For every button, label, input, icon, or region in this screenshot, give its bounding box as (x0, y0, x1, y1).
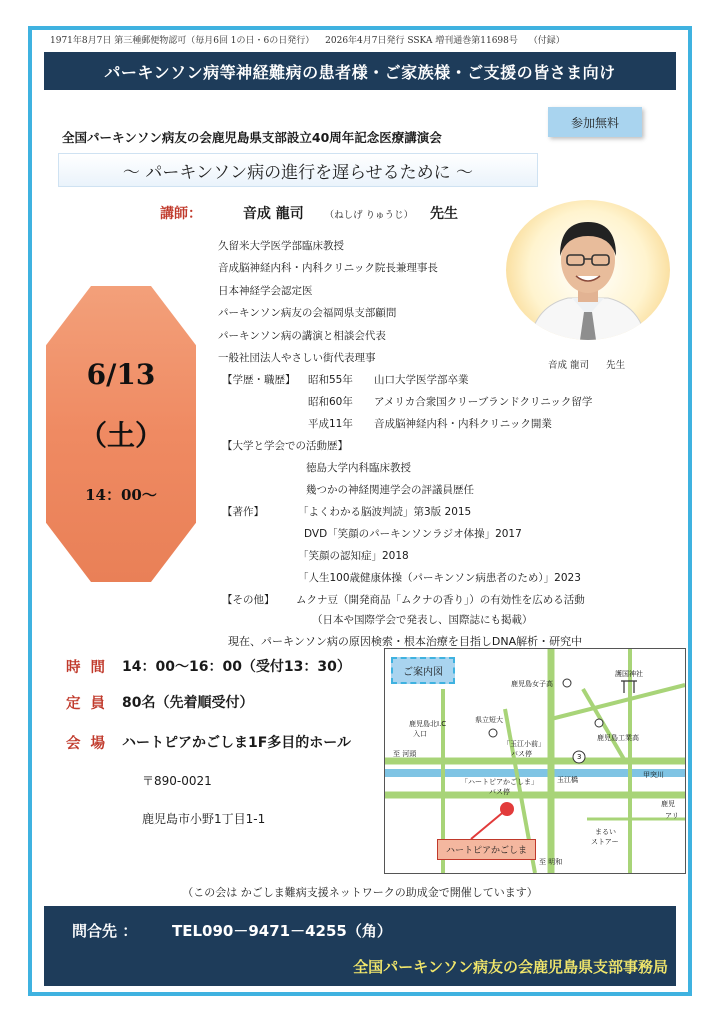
lecturer-label: 講師： (160, 206, 202, 222)
map-legend: ご案内図 (391, 657, 455, 684)
funding-note: （この会は かごしま難病支援ネットワークの助成金で開催しています） (182, 886, 538, 899)
venue-label: 会場 (66, 736, 115, 752)
map-label: 3 (577, 753, 582, 761)
time-value: 14：00～16：00（受付13：30） (122, 659, 351, 675)
event-start-time: 14：00～ (85, 486, 157, 504)
publication-line: 2026年4月7日発行 SSKA 増刊通巻第11698号 (325, 36, 518, 46)
map-label: 至 河頭 (393, 750, 417, 758)
credential-item: 久留米大学医学部臨床教授 (218, 240, 344, 252)
history-text: アメリカ合衆国クリーブランドクリニック留学 (374, 396, 593, 408)
venue-value: ハートピアかごしま1F多目的ホール (122, 735, 352, 751)
history-text: ムクナ豆（開発商品「ムクナの香り」）の有効性を広める活動 (296, 594, 585, 606)
lecturer-line (160, 203, 458, 223)
map-label: 至 明和 (539, 858, 563, 866)
credential-item: 音成脳神経内科・内科クリニック院長兼理事長 (218, 262, 438, 274)
caption-honorific: 先生 (606, 360, 626, 371)
map-venue-label: ハートピアかごしま (437, 839, 536, 860)
history-text: （日本や国際学会で発表し、国際誌にも掲載） (312, 614, 533, 626)
research-note: 現在、パーキンソン病の原因検索・根本治療を目指しDNA解析・研究中 (228, 635, 583, 648)
credential-item: パーキンソン病の講演と相談会代表 (218, 330, 386, 342)
map-label: バス停 (511, 750, 532, 758)
history-year: 平成11年 (308, 418, 353, 430)
lecture-theme: ～ パーキンソン病の進行を遅らせるために ～ (58, 153, 538, 187)
map-label: 入口 (413, 730, 427, 738)
map-label: 鹿児島工業高 (597, 734, 639, 742)
photo-caption (548, 357, 639, 371)
inquiry-label: 問合先 ： (72, 922, 138, 940)
credential-item: パーキンソン病友の会福岡県支部顧問 (218, 307, 397, 319)
map-label: 「ハートピアかごしま」 (461, 778, 538, 786)
map-label: 「玉江小前」 (503, 740, 545, 748)
history-category: 【学歴・職歴】 (222, 374, 296, 386)
publication-info (50, 33, 680, 46)
map-label: まるい (595, 828, 616, 836)
credential-item: 一般社団法人やさしい街代表理事 (218, 352, 376, 364)
access-map (384, 648, 686, 874)
history-text: 徳島大学内科臨床教授 (306, 462, 411, 474)
caption-name: 音成 龍司 (548, 360, 590, 371)
capacity-row (66, 692, 254, 713)
map-label: 甲突川 (643, 771, 664, 779)
venue-row (66, 732, 352, 753)
capacity-label: 定員 (66, 696, 115, 712)
lecturer-name: 音成 龍司 (242, 206, 304, 222)
event-date: 6/13 (86, 358, 156, 391)
event-day: （土） (78, 419, 163, 452)
map-label: 鹿児島北I.C (409, 720, 447, 728)
history-category: 【大学と学会での活動歴】 (222, 440, 348, 452)
portrait-illustration (506, 200, 670, 340)
audience-banner: パーキンソン病等神経難病の患者様・ご家族様・ご支援の皆さま向け (44, 52, 676, 90)
organizer-office: 全国パーキンソン病友の会鹿児島県支部事務局 (353, 958, 668, 976)
time-label: 時間 (66, 660, 115, 676)
map-label: アリ (665, 812, 679, 820)
history-text: 「笑顔の認知症」2018 (298, 550, 409, 562)
event-title: 全国パーキンソン病友の会鹿児島県支部設立40周年記念医療講演会 (62, 130, 442, 145)
lecturer-honorific: 先生 (430, 206, 459, 222)
history-text: 「よくわかる脳波判読」第3版 2015 (298, 506, 472, 518)
history-category: 【その他】 (222, 594, 275, 606)
venue-address: 鹿児島市小野1丁目1-1 (142, 812, 266, 826)
history-year: 昭和60年 (308, 396, 353, 408)
map-label: 玉江橋 (557, 776, 578, 784)
history-category: 【著作】 (222, 506, 264, 518)
capacity-value: 80名（先着順受付） (122, 695, 254, 711)
map-label: 県立短大 (475, 716, 503, 724)
lecturer-reading: （ねしげ りゅうじ） (324, 210, 414, 221)
map-label: ストアー (591, 838, 619, 846)
credential-item: 日本神経学会認定医 (218, 285, 313, 297)
history-text: 山口大学医学部卒業 (374, 374, 469, 386)
map-label: 鹿児島女子高 (511, 680, 553, 688)
map-label: バス停 (489, 788, 510, 796)
time-row (66, 656, 351, 677)
publication-line: （付録） (528, 36, 565, 46)
map-label: 鹿児 (661, 800, 675, 808)
publication-line: 1971年8月7日 第三種郵便物認可（毎月6回 1の日・6の日発行） (50, 36, 315, 46)
history-text: 「人生100歳健康体操（パーキンソン病患者のため）」2023 (298, 572, 581, 584)
history-text: 幾つかの神経関連学会の評議員歴任 (306, 484, 474, 496)
free-admission-badge: 参加無料 (548, 107, 642, 137)
history-text: DVD「笑顔のパーキンソンラジオ体操」2017 (304, 528, 522, 540)
inquiry-phone: TEL090－9471－4255（角） (172, 922, 392, 940)
map-label: 護国神社 (615, 670, 643, 678)
lecturer-photo (506, 200, 670, 340)
history-text: 音成脳神経内科・内科クリニック開業 (374, 418, 552, 430)
history-year: 昭和55年 (308, 374, 353, 386)
postal-code: 〒890-0021 (142, 774, 212, 788)
